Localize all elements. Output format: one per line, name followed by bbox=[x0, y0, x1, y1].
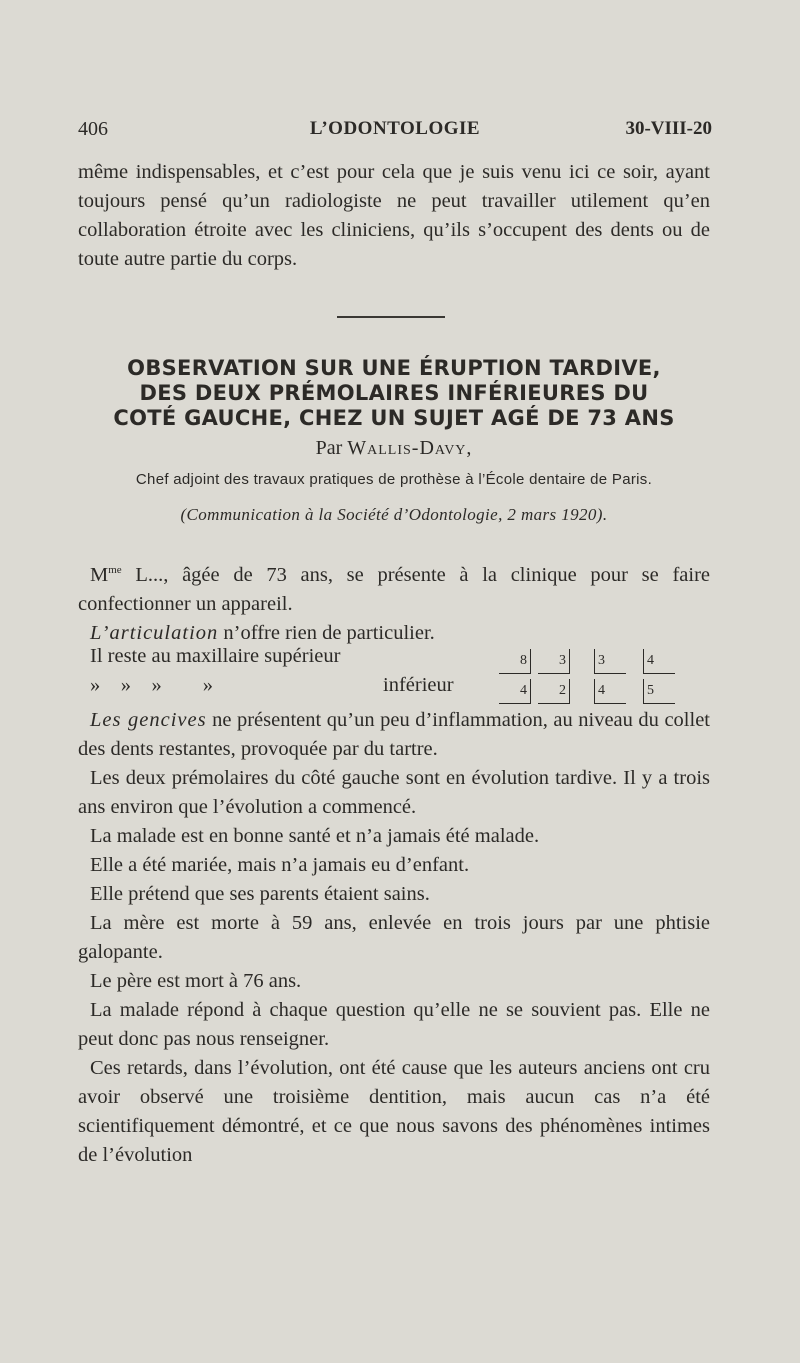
tooth-upper-left-1: 3 bbox=[594, 649, 626, 674]
paragraph-2 bbox=[78, 619, 710, 648]
intro-text bbox=[78, 158, 710, 274]
tooth-lower-right-2: 2 bbox=[538, 679, 570, 704]
lower-label: inférieur bbox=[383, 674, 454, 696]
journal-title: L’ODONTOLOGIE bbox=[309, 118, 481, 139]
paragraph-3 bbox=[78, 706, 710, 764]
paragraph-5: La malade est en bonne santé et n’a jamais été malade. bbox=[90, 825, 540, 847]
article-title bbox=[78, 356, 710, 431]
tooth-upper-left-2: 4 bbox=[643, 649, 675, 674]
paragraph-text: n’offre rien de particulier. bbox=[218, 621, 435, 644]
paragraph-text: L..., âgée de 73 ans, se présente à la clinique pour se faire confectionner un appareil. bbox=[78, 563, 710, 615]
paragraph-11: Ces retards, dans l’évolution, ont été cause que les auteurs anciens ont cru avoir observé une troisième dentition, mais aucun cas n’a été scientifiquement démontré, et ce que nous savons des phénomènes intimes de l’évolution bbox=[78, 1057, 710, 1166]
tooth-lower-right-1: 4 bbox=[499, 679, 531, 704]
section-divider bbox=[337, 316, 445, 318]
title-line: DES DEUX PRÉMOLAIRES INFÉRIEURES DU bbox=[139, 381, 649, 405]
running-header bbox=[78, 118, 712, 146]
body-block-2 bbox=[78, 706, 710, 1170]
paragraph-1 bbox=[78, 556, 710, 619]
communication-note: (Communication à la Société d’Odontologie, 2 mars 1920). bbox=[180, 505, 608, 524]
paragraph-10: La malade répond à chaque question qu’elle ne se souvient pas. Elle ne peut donc pas nous renseigner. bbox=[78, 999, 710, 1050]
issue-date: 30-VIII-20 bbox=[625, 118, 712, 139]
paragraph-text: ne présentent qu’un peu d’inflammation, au niveau du collet des dents restantes, provoquée par du tartre. bbox=[78, 709, 710, 760]
author-affiliation: Chef adjoint des travaux pratiques de prothèse à l’École dentaire de Paris. bbox=[135, 471, 653, 488]
paragraph-6: Elle a été mariée, mais n’a jamais eu d’enfant. bbox=[90, 854, 470, 876]
title-line: OBSERVATION SUR UNE ÉRUPTION TARDIVE, bbox=[127, 356, 661, 380]
page-number: 406 bbox=[78, 118, 108, 140]
dental-formula bbox=[78, 645, 710, 715]
lower-ditto: » » » » bbox=[90, 674, 213, 696]
paragraph-8: La mère est morte à 59 ans, enlevée en trois jours par une phtisie galopante. bbox=[78, 912, 710, 963]
paragraph-4: Les deux prémolaires du côté gauche sont en évolution tardive. Il y a trois ans environ que l’évolution a commencé. bbox=[78, 767, 710, 818]
tooth-upper-right-1: 8 bbox=[499, 649, 531, 674]
body-block-1 bbox=[78, 556, 710, 648]
upper-label: Il reste au maxillaire supérieur bbox=[90, 645, 341, 667]
honorific: M bbox=[90, 563, 109, 586]
intro-paragraph: même indispensables, et c’est pour cela que je suis venu ici ce soir, ayant toujours pensé qu’un radiologiste ne peut travailler utilement qu’en collaboration étroite avec les cliniciens, qu’ils s’occupent des dents ou de toute autre partie du corps. bbox=[78, 161, 710, 270]
honorific-sup: me bbox=[108, 564, 122, 576]
italic-term: Les gencives bbox=[90, 709, 207, 731]
byline-prefix: Par bbox=[315, 437, 348, 459]
paragraph-7: Elle prétend que ses parents étaient sains. bbox=[90, 883, 430, 905]
byline bbox=[78, 437, 710, 460]
author-name: Wallis-Davy, bbox=[347, 437, 473, 459]
title-line: COTÉ GAUCHE, CHEZ UN SUJET AGÉ DE 73 ANS bbox=[113, 406, 675, 430]
tooth-upper-right-2: 3 bbox=[538, 649, 570, 674]
tooth-lower-left-1: 4 bbox=[594, 679, 626, 704]
paragraph-9: Le père est mort à 76 ans. bbox=[90, 970, 302, 992]
italic-term: L’articulation bbox=[90, 621, 219, 644]
tooth-lower-left-2: 5 bbox=[643, 679, 675, 704]
